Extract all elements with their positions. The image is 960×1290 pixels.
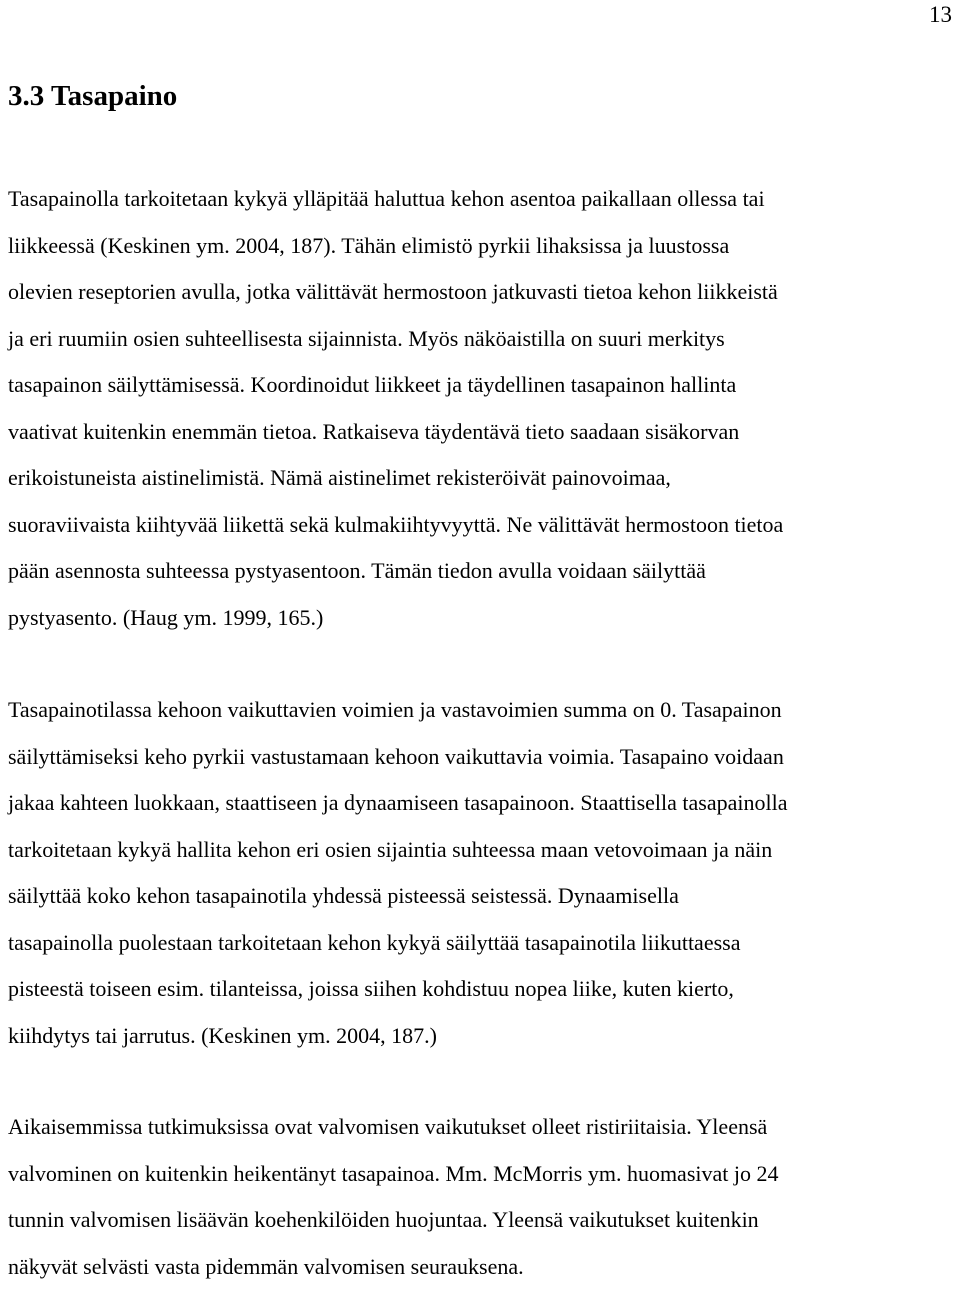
text-line: tasapainon säilyttämisessä. Koordinoidut liikkeet ja täydellinen tasapainon hallinta — [8, 362, 956, 409]
paragraph-balance-definition — [8, 176, 956, 641]
text-line: tunnin valvomisen lisäävän koehenkilöiden huojuntaa. Yleensä vaikutukset kuitenkin — [8, 1197, 956, 1244]
section-heading: 3.3 Tasapaino — [8, 78, 177, 114]
text-line: vaativat kuitenkin enemmän tietoa. Ratkaiseva täydentävä tieto saadaan sisäkorvan — [8, 409, 956, 456]
text-line: pystyasento. (Haug ym. 1999, 165.) — [8, 595, 956, 642]
text-line: erikoistuneista aistinelimistä. Nämä aistinelimet rekisteröivät painovoimaa, — [8, 455, 956, 502]
text-line: pisteestä toiseen esim. tilanteissa, joissa siihen kohdistuu nopea liike, kuten kierto, — [8, 966, 956, 1013]
text-line: tarkoitetaan kykyä hallita kehon eri osien sijaintia suhteessa maan vetovoimaan ja näin — [8, 827, 956, 874]
text-line: jakaa kahteen luokkaan, staattiseen ja dynaamiseen tasapainoon. Staattisella tasapainolla — [8, 780, 956, 827]
text-line: liikkeessä (Keskinen ym. 2004, 187). Tähän elimistö pyrkii lihaksissa ja luustossa — [8, 223, 956, 270]
paragraph-sleep-deprivation — [8, 1104, 956, 1290]
text-line: suoraviivaista kiihtyvää liikettä sekä kulmakiihtyvyyttä. Ne välittävät hermostoon tietoa — [8, 502, 956, 549]
text-line: Tasapainolla tarkoitetaan kykyä ylläpitää haluttua kehon asentoa paikallaan ollessa tai — [8, 176, 956, 223]
text-line: valvominen on kuitenkin heikentänyt tasapainoa. Mm. McMorris ym. huomasivat jo 24 — [8, 1151, 956, 1198]
text-line: olevien reseptorien avulla, jotka välittävät hermostoon jatkuvasti tietoa kehon liikkeistä — [8, 269, 956, 316]
text-line: kiihdytys tai jarrutus. (Keskinen ym. 2004, 187.) — [8, 1013, 956, 1060]
text-line: Aikaisemmissa tutkimuksissa ovat valvomisen vaikutukset olleet ristiriitaisia. Yleensä — [8, 1104, 956, 1151]
text-line: näkyvät selvästi vasta pidemmän valvomisen seurauksena. — [8, 1244, 956, 1290]
text-line: Tasapainotilassa kehoon vaikuttavien voimien ja vastavoimien summa on 0. Tasapainon — [8, 687, 956, 734]
paragraph-static-dynamic-balance — [8, 687, 956, 1059]
text-line: pään asennosta suhteessa pystyasentoon. Tämän tiedon avulla voidaan säilyttää — [8, 548, 956, 595]
text-line: tasapainolla puolestaan tarkoitetaan kehon kykyä säilyttää tasapainotila liikuttaessa — [8, 920, 956, 967]
page-number: 13 — [929, 2, 952, 28]
text-line: ja eri ruumiin osien suhteellisesta sijainnista. Myös näköaistilla on suuri merkitys — [8, 316, 956, 363]
text-line: säilyttää koko kehon tasapainotila yhdessä pisteessä seistessä. Dynaamisella — [8, 873, 956, 920]
text-line: säilyttämiseksi keho pyrkii vastustamaan kehoon vaikuttavia voimia. Tasapaino voidaan — [8, 734, 956, 781]
